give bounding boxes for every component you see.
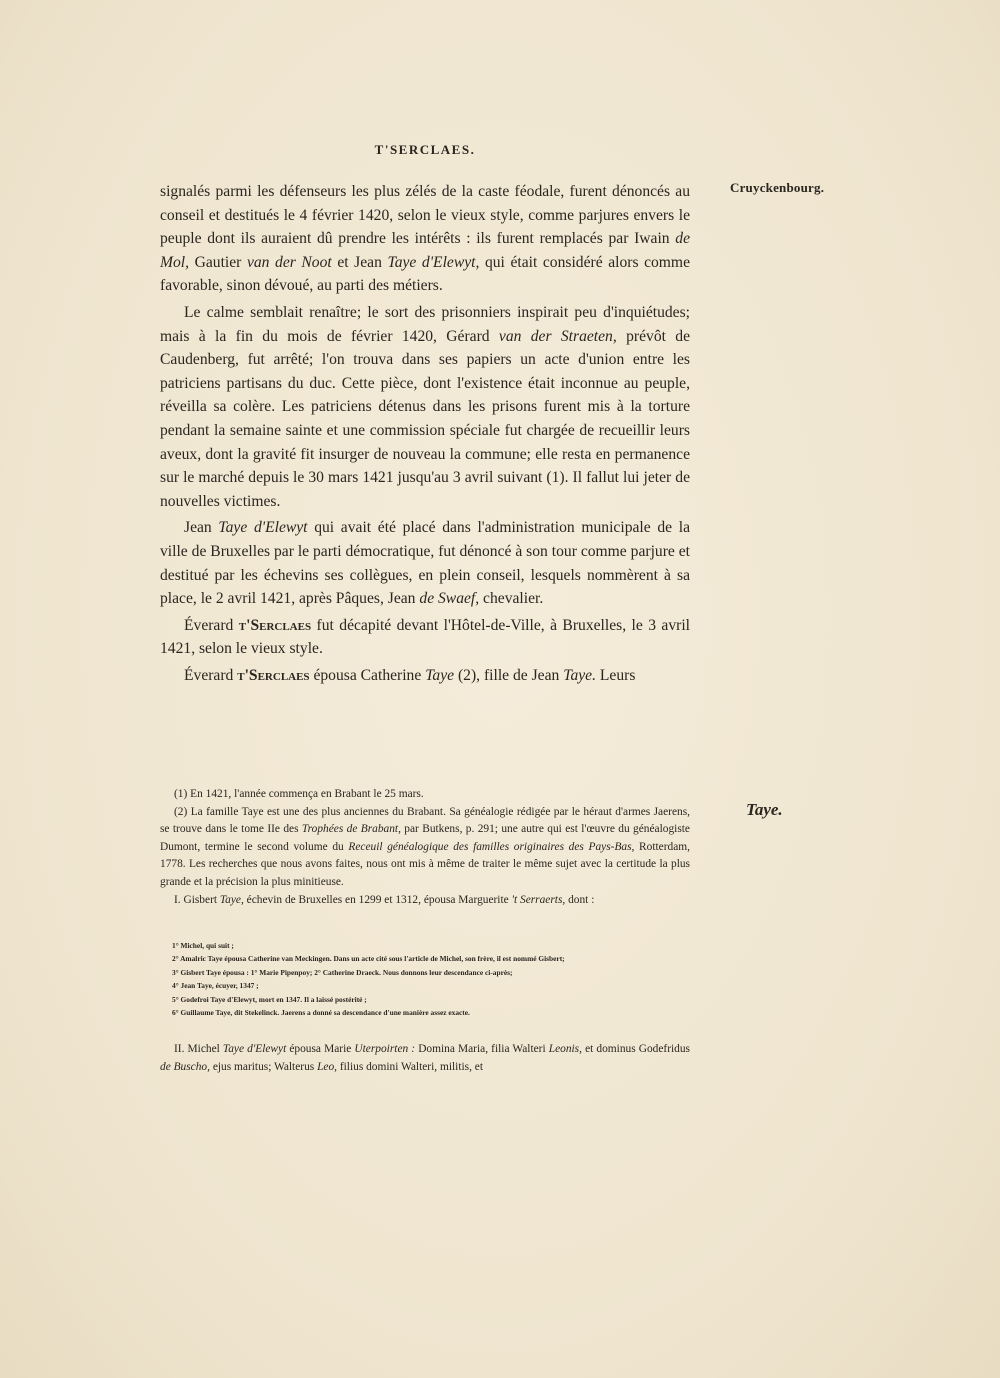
paragraph-5: Éverard t'Serclaes épousa Catherine Taye (2), fille de Jean Taye. Leurs — [184, 666, 636, 684]
list-item: 1° Michel, qui suit ; — [172, 941, 234, 950]
list-item: 3° Gisbert Taye épousa : 1° Marie Pipenpoy; 2° Catherine Draeck. Nous donnons leur descendance ci-après; — [172, 967, 513, 977]
genealogy-generation-2: II. Michel Taye d'Elewyt épousa Marie Uterpoirten : Domina Maria, filia Walteri Leonis, et dominus Godefridus de Buscho, ejus maritus; Walterus Leo, filius domini Walteri, militis, et — [160, 1043, 690, 1073]
footnotes — [160, 786, 690, 909]
paragraph-3: Jean Taye d'Elewyt qui avait été placé dans l'administration municipale de la ville de Bruxelles par le parti démocratique, fut dénoncé à son tour comme parjure et destitué par les échevins ses collègues, en plein conseil, lesquels nommèrent à sa place, le 2 avril 1421, après Pâques, Jean de Swaef, chevalier. — [160, 519, 690, 608]
list-item: 6° Guillaume Taye, dit Stekelinck. Jaerens a donné sa descendance d'une manière assez exacte. — [172, 1008, 470, 1018]
main-text — [160, 180, 690, 687]
paragraph-2: Le calme semblait renaître; le sort des prisonniers inspirait peu d'inquiétudes; mais à la fin du mois de février 1420, Gérard van der Straeten, prévôt de Caudenberg, fut arrêté; l'on trouva dans ses papiers un acte d'union entre les patriciens partisans du duc. Cette pièce, dont l'existence était inconnue au peuple, réveilla sa colère. Les patriciens détenus dans les prisons furent mis à la torture pendant la semaine sainte et une commission spéciale fut chargée de recueillir leurs aveux, dont la gravité fit insurger de nouveau la commune; elle resta en permanence sur le marché depuis le 30 mars 1421 jusqu'au 3 avril suivant (1). Il fallut lui jeter de nouvelles victimes. — [160, 303, 690, 510]
genealogy-generation-1: I. Gisbert Taye, échevin de Bruxelles en 1299 et 1312, épousa Marguerite 't Serraerts, dont : — [174, 893, 595, 906]
list-item: 5° Godefroi Taye d'Elewyt, mort en 1347. Il a laissé postérité ; — [172, 994, 367, 1004]
paragraph-4: Éverard t'Serclaes fut décapité devant l'Hôtel-de-Ville, à Bruxelles, le 3 avril 1421, selon le vieux style. — [160, 616, 690, 658]
genealogy-children-list — [172, 939, 690, 1019]
list-item: 2° Amalric Taye épousa Catherine van Meckingen. Dans un acte cité sous l'article de Michel, son frère, il est nommé Gisbert; — [172, 954, 565, 964]
running-header: T'SERCLAES. — [374, 142, 476, 157]
footnote-1: (1) En 1421, l'année commença en Brabant le 25 mars. — [174, 788, 424, 800]
footnote-2: (2) La famille Taye est une des plus anciennes du Brabant. Sa généalogie rédigée par le héraut d'armes Jaerens, se trouve dans le tome IIe des Trophées de Brabant, par Butkens, p. 291; une autre qui est l'œuvre du généalogiste Dumont, termine le second volume du Receuil généalogique des familles originaires des Pays-Bas, Rotterdam, 1778. Les recherches que nous avons faites, nous ont mis à même de traiter le même sujet avec la certitude la plus grande et la précision la plus minitieuse. — [160, 805, 690, 888]
paragraph-1: signalés parmi les défenseurs les plus zélés de la caste féodale, furent dénoncés au conseil et destitués le 4 février 1420, selon le vieux style, comme parjures envers le peuple dont ils auraient dû prendre les intérêts : ils furent remplacés par Iwain de Mol, Gautier van der Noot et Jean Taye d'Elewyt, qui était considéré alors comme favorable, sinon dévoué, au parti des métiers. — [160, 183, 690, 295]
list-item: 4° Jean Taye, écuyer, 1347 ; — [172, 981, 259, 991]
margin-note-taye: Taye. — [746, 800, 783, 819]
margin-note-cruyckenbourg: Cruyckenbourg. — [730, 180, 825, 195]
